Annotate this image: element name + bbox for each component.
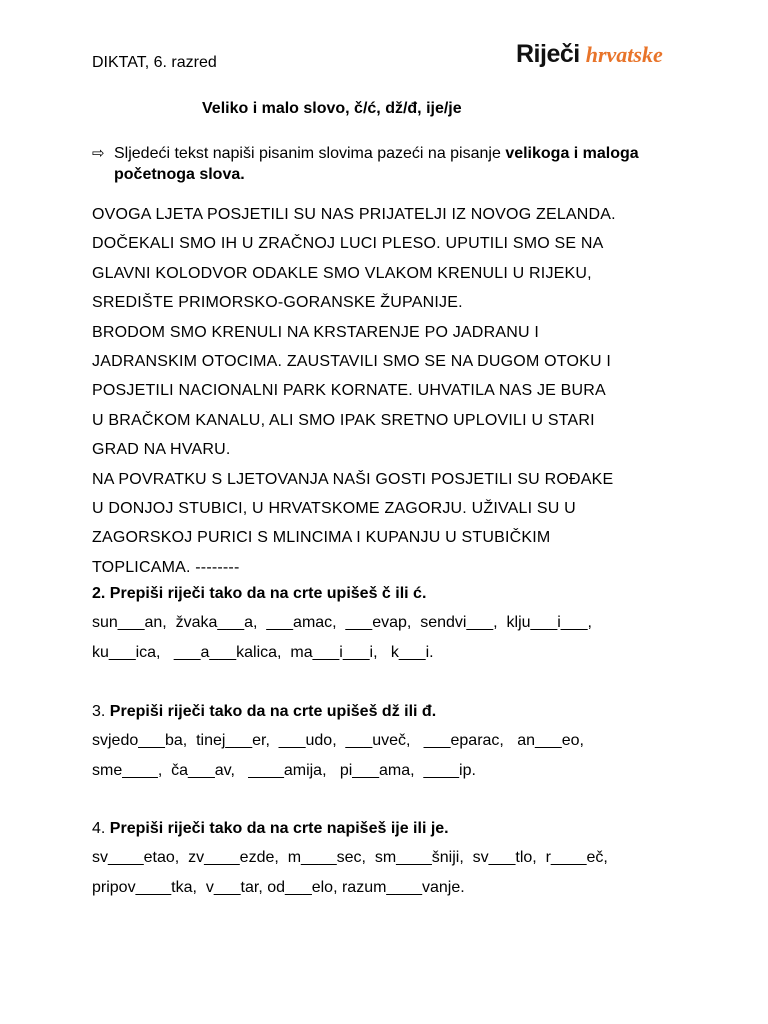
instruction-text xyxy=(114,143,652,185)
task-3-row: sme____, ča___av, ____amija, pi___ama, ____ip. xyxy=(92,761,476,779)
story-line: GRAD NA HVARU. xyxy=(92,441,231,459)
task-2-title xyxy=(92,579,592,608)
story-line: GLAVNI KOLODVOR ODAKLE SMO VLAKOM KRENULI U RIJEKU, xyxy=(92,264,592,282)
task-number: 3. xyxy=(92,703,106,720)
story-line: NA POVRATKU S LJETOVANJA NAŠI GOSTI POSJETILI SU ROĐAKE xyxy=(92,470,614,488)
task-3-row: svjedo___ba, tinej___er, ___udo, ___uveč, ___eparac, an___eo, xyxy=(92,732,584,750)
task-1-instruction xyxy=(92,143,652,185)
logo-main-text: Riječi xyxy=(516,40,580,68)
task-title-text: Prepiši riječi tako da na crte napišeš ije ili je. xyxy=(109,820,449,837)
arrow-right-icon: ⇨ xyxy=(92,145,105,162)
task-2 xyxy=(92,579,592,667)
story-line: U DONJOJ STUBICI, U HRVATSKOME ZAGORJU. UŽIVALI SU U xyxy=(92,499,576,517)
worksheet-subtitle: Veliko i malo slovo, č/ć, dž/đ, ije/je xyxy=(202,100,462,117)
story-line: DOČEKALI SMO IH U ZRAČNOJ LUCI PLESO. UPUTILI SMO SE NA xyxy=(92,235,604,253)
task-2-row: sun___an, žvaka___a, ___amac, ___evap, sendvi___, klju___i___, xyxy=(92,614,592,632)
instruction-bold: velikoga i maloga početnoga slova. xyxy=(114,145,639,183)
task-title-text: Prepiši riječi tako da na crte upišeš dž ili đ. xyxy=(109,703,437,720)
task-4-row: pripov____tka, v___tar, od___elo, razum____vanje. xyxy=(92,878,465,896)
dictation-text xyxy=(92,200,692,582)
brand-logo xyxy=(516,40,663,69)
task-4 xyxy=(92,814,608,902)
logo-accent-text: hrvatske xyxy=(585,42,663,67)
task-4-row: sv____etao, zv____ezde, m____sec, sm____šniji, sv___tlo, r____eč, xyxy=(92,849,608,867)
instruction-plain: Sljedeći tekst napiši pisanim slovima pazeći na pisanje xyxy=(114,145,506,162)
story-line: SREDIŠTE PRIMORSKO-GORANSKE ŽUPANIJE. xyxy=(92,294,463,312)
task-number: 2. xyxy=(92,585,106,602)
story-line: TOPLICAMA. -------- xyxy=(92,558,240,576)
worksheet-header: DIKTAT, 6. razred xyxy=(92,54,217,71)
task-4-title xyxy=(92,814,608,843)
story-line: OVOGA LJETA POSJETILI SU NAS PRIJATELJI IZ NOVOG ZELANDA. xyxy=(92,206,616,223)
task-3-title xyxy=(92,697,584,726)
story-line: JADRANSKIM OTOCIMA. ZAUSTAVILI SMO SE NA DUGOM OTOKU I xyxy=(92,352,612,370)
task-number: 4. xyxy=(92,820,106,837)
task-3 xyxy=(92,697,584,785)
story-line: BRODOM SMO KRENULI NA KRSTARENJE PO JADRANU I xyxy=(92,323,539,341)
task-2-row: ku___ica, ___a___kalica, ma___i___i, k___i. xyxy=(92,643,434,661)
task-title-text: Prepiši riječi tako da na crte upišeš č ili ć. xyxy=(109,585,427,602)
story-line: POSJETILI NACIONALNI PARK KORNATE. UHVATILA NAS JE BURA xyxy=(92,382,606,400)
story-line: ZAGORSKOJ PURICI S MLINCIMA I KUPANJU U STUBIČKIM xyxy=(92,529,551,547)
story-line: U BRAČKOM KANALU, ALI SMO IPAK SRETNO UPLOVILI U STARI xyxy=(92,411,595,429)
